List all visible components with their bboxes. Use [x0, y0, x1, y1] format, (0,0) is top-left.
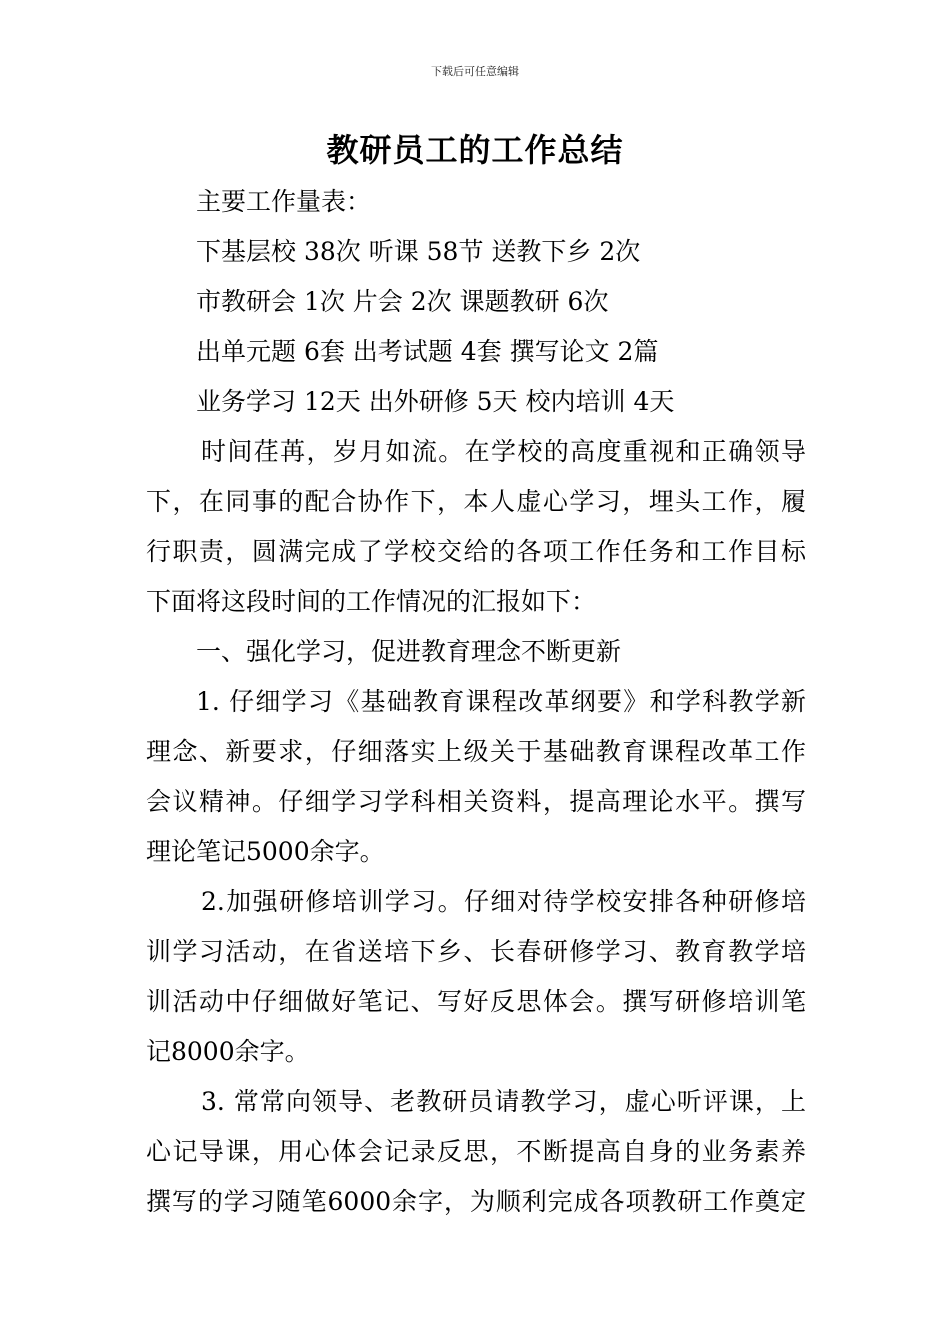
workload-row: 出单元题 6套 出考试题 4套 撰写论文 2篇 — [196, 337, 659, 366]
paragraph-line: 心记导课，用心体会记录反思，不断提高自身的业务素养 — [146, 1137, 806, 1166]
paragraph-line: 会议精神。仔细学习学科相关资料，提高理论水平。撰写 — [146, 787, 806, 816]
section-heading: 一、强化学习，促进教育理念不断更新 — [196, 637, 622, 666]
paragraph-line: 3. 常常向领导、老教研员请教学习，虚心听评课，上 — [201, 1087, 806, 1116]
workload-heading: 主要工作量表： — [196, 187, 372, 216]
header-note: 下载后可任意编辑 — [431, 65, 519, 78]
intro-line: 下，在同事的配合协作下，本人虚心学习，埋头工作，履 — [146, 487, 806, 516]
paragraph-line: 训活动中仔细做好笔记、写好反思体会。撰写研修培训笔 — [146, 987, 806, 1016]
paragraph-line: 理论笔记5000余字。 — [146, 837, 385, 866]
paragraph-line: 训学习活动，在省送培下乡、长春研修学习、教育教学培 — [146, 937, 806, 966]
workload-row: 业务学习 12天 出外研修 5天 校内培训 4天 — [196, 387, 675, 416]
paragraph-line: 撰写的学习随笔6000余字，为顺利完成各项教研工作奠定 — [146, 1187, 806, 1216]
intro-line: 时间荏苒，岁月如流。在学校的高度重视和正确领导 — [201, 437, 806, 466]
intro-line: 下面将这段时间的工作情况的汇报如下： — [146, 587, 597, 616]
paragraph-line: 理念、新要求，仔细落实上级关于基础教育课程改革工作 — [146, 737, 806, 766]
document-title: 教研员工的工作总结 — [326, 131, 624, 169]
paragraph-line: 1. 仔细学习《基础教育课程改革纲要》和学科教学新 — [196, 687, 806, 716]
workload-row: 下基层校 38次 听课 58节 送教下乡 2次 — [196, 237, 641, 266]
paragraph-line: 记8000余字。 — [146, 1037, 310, 1066]
document-body — [146, 177, 806, 1227]
intro-line: 行职责，圆满完成了学校交给的各项工作任务和工作目标 — [146, 537, 806, 566]
workload-row: 市教研会 1次 片会 2次 课题教研 6次 — [196, 287, 609, 316]
paragraph-line: 2.加强研修培训学习。仔细对待学校安排各种研修培 — [201, 887, 806, 916]
